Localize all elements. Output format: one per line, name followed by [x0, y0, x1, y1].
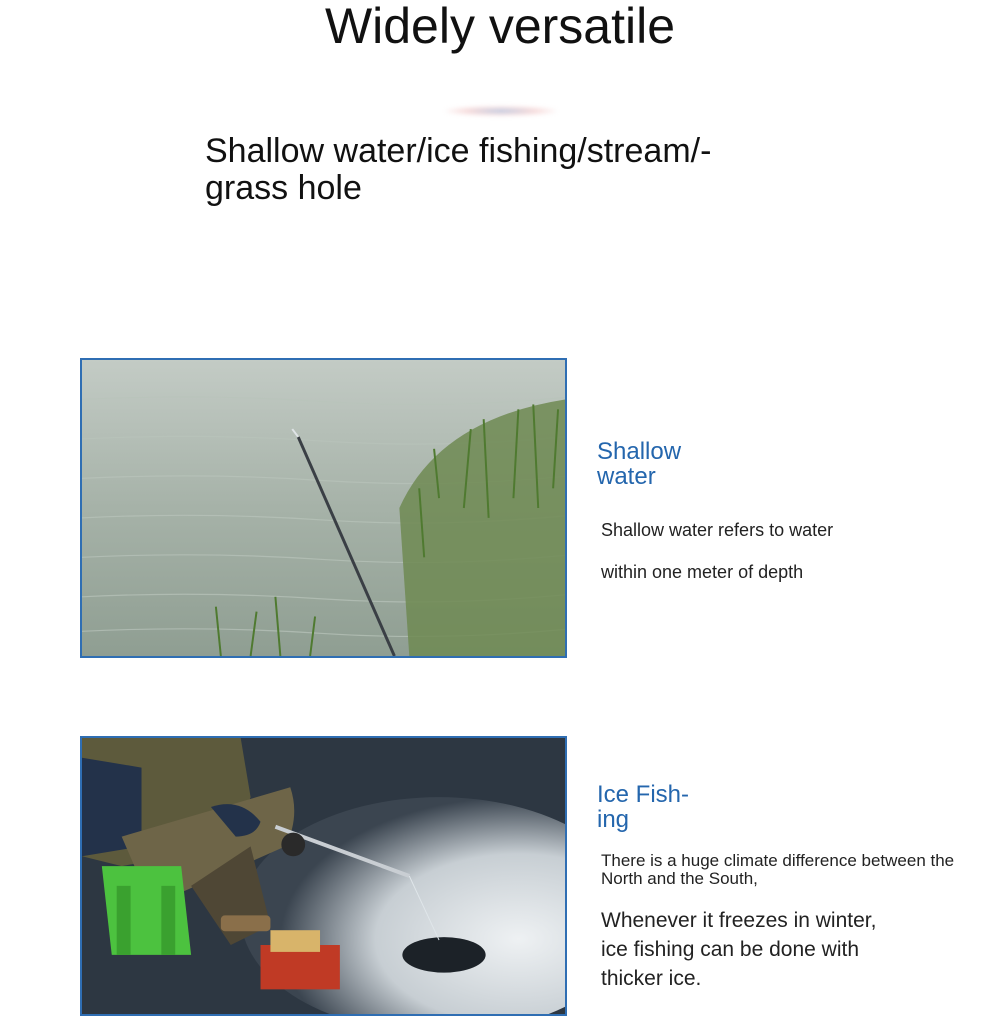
shallow-water-photo	[80, 358, 567, 658]
heading-line: water	[597, 463, 656, 490]
title-divider	[445, 106, 557, 116]
heading-line: Ice Fish-	[597, 781, 690, 808]
heading-line: Shallow	[597, 438, 682, 465]
ice-fishing-text-large: Whenever it freezes in winter, ice fishing can be done with thicker ice.	[601, 909, 877, 990]
page-subtitle: Shallow water/ice fishing/stream/-grass hole	[205, 132, 712, 207]
shallow-water-text-line: within one meter of depth	[601, 562, 804, 582]
ice-fishing-text-small: There is a huge climate difference between the North and the South,	[601, 851, 955, 888]
shallow-water-heading	[597, 439, 681, 489]
shallow-water-text-line: Shallow water refers to water	[601, 520, 834, 540]
heading-line: ing	[597, 806, 630, 833]
ice-fishing-photo	[80, 736, 567, 1016]
page-title: Widely versatile	[324, 0, 676, 54]
ice-fishing-heading	[597, 782, 689, 832]
